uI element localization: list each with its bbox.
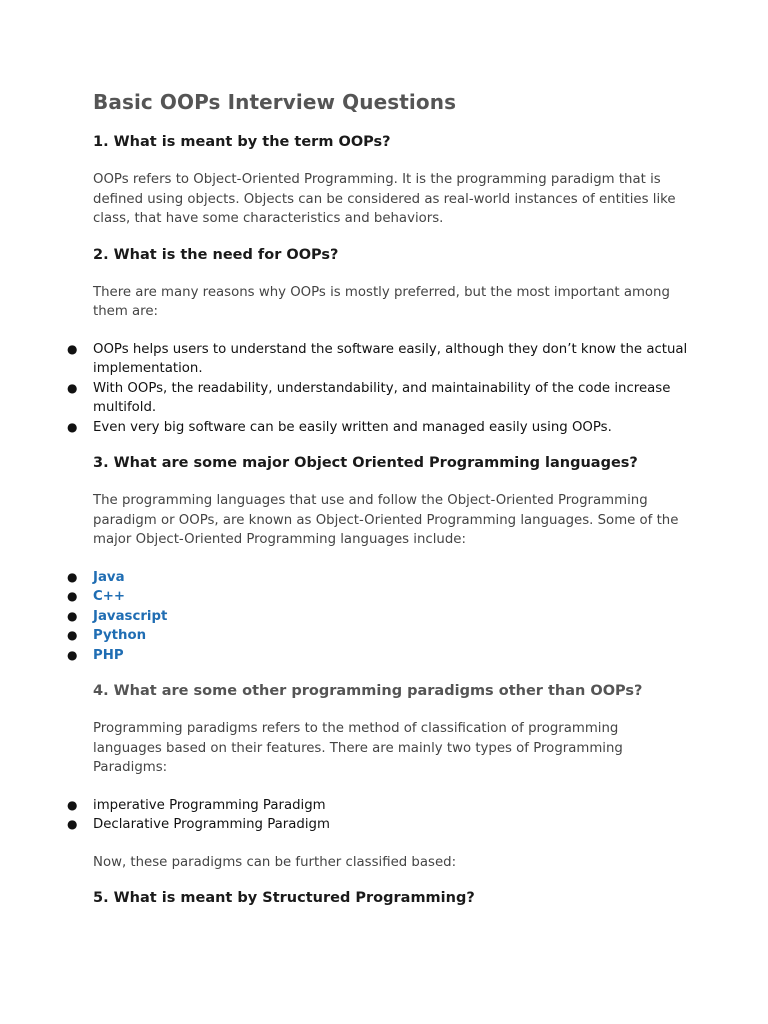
language-link-text[interactable]: PHP: [93, 647, 124, 663]
question-4-bullet-list: [67, 796, 688, 835]
bullet-icon: ●: [67, 608, 78, 623]
list-item: [67, 418, 688, 438]
language-link-java[interactable]: [67, 568, 688, 588]
question-2-heading: 2. What is the need for OOPs?: [93, 246, 339, 263]
bullet-icon: ●: [67, 419, 78, 434]
language-link-php[interactable]: [67, 646, 688, 666]
bullet-icon: ●: [67, 341, 78, 356]
list-item-text: With OOPs, the readability, understandability, and maintainability of the code increase multifold.: [93, 380, 671, 415]
question-2-intro: There are many reasons why OOPs is mostly preferred, but the most important among them are:: [93, 284, 670, 319]
bullet-icon: ●: [67, 797, 78, 812]
question-4-heading: 4. What are some other programming paradigms other than OOPs?: [93, 683, 643, 699]
bullet-icon: ●: [67, 589, 78, 603]
bullet-icon: ●: [67, 647, 78, 662]
question-5-heading: 5. What is meant by Structured Programming?: [93, 890, 475, 906]
language-link-cpp[interactable]: [67, 587, 688, 607]
language-link-javascript[interactable]: [67, 607, 688, 627]
question-4-intro: Programming paradigms refers to the method of classification of programming languages based on their features. There are mainly two types of Programming Paradigms:: [93, 721, 623, 775]
question-1-answer: OOPs refers to Object-Oriented Programming. It is the programming paradigm that is defined using objects. Objects can be considered as real-world instances of entities like class, that have some characteristics and behaviors.: [93, 172, 676, 226]
list-item: [67, 340, 688, 379]
list-item: [67, 815, 688, 835]
language-link-text[interactable]: Javascript: [93, 608, 168, 624]
question-3-heading: 3. What are some major Object Oriented Programming languages?: [93, 455, 638, 471]
list-item-text: Even very big software can be easily written and managed easily using OOPs.: [93, 419, 612, 435]
question-3-intro: The programming languages that use and follow the Object-Oriented Programming paradigm or OOPs, are known as Object-Oriented Programming languages. Some of the major Object-Oriented Programming languages include:: [93, 493, 679, 547]
bullet-icon: ●: [67, 817, 78, 831]
page-title: Basic OOPs Interview Questions: [93, 90, 457, 114]
question-1-heading: 1. What is meant by the term OOPs?: [93, 134, 391, 150]
language-link-text[interactable]: Python: [93, 628, 147, 643]
language-list: [67, 568, 688, 666]
language-link-text[interactable]: C++: [93, 589, 126, 604]
list-item-text: OOPs helps users to understand the software easily, although they don’t know the actual implementation.: [93, 341, 688, 376]
list-item: [67, 379, 688, 418]
list-item-text: imperative Programming Paradigm: [93, 797, 326, 813]
list-item-text: Declarative Programming Paradigm: [93, 817, 330, 832]
question-4-outro: Now, these paradigms can be further classified based:: [93, 854, 457, 870]
list-item: [67, 796, 688, 816]
question-2-bullet-list: [67, 340, 688, 438]
bullet-icon: ●: [67, 569, 78, 584]
language-link-python[interactable]: [67, 626, 688, 646]
bullet-icon: ●: [67, 380, 78, 395]
bullet-icon: ●: [67, 628, 78, 642]
language-link-text[interactable]: Java: [93, 569, 125, 585]
